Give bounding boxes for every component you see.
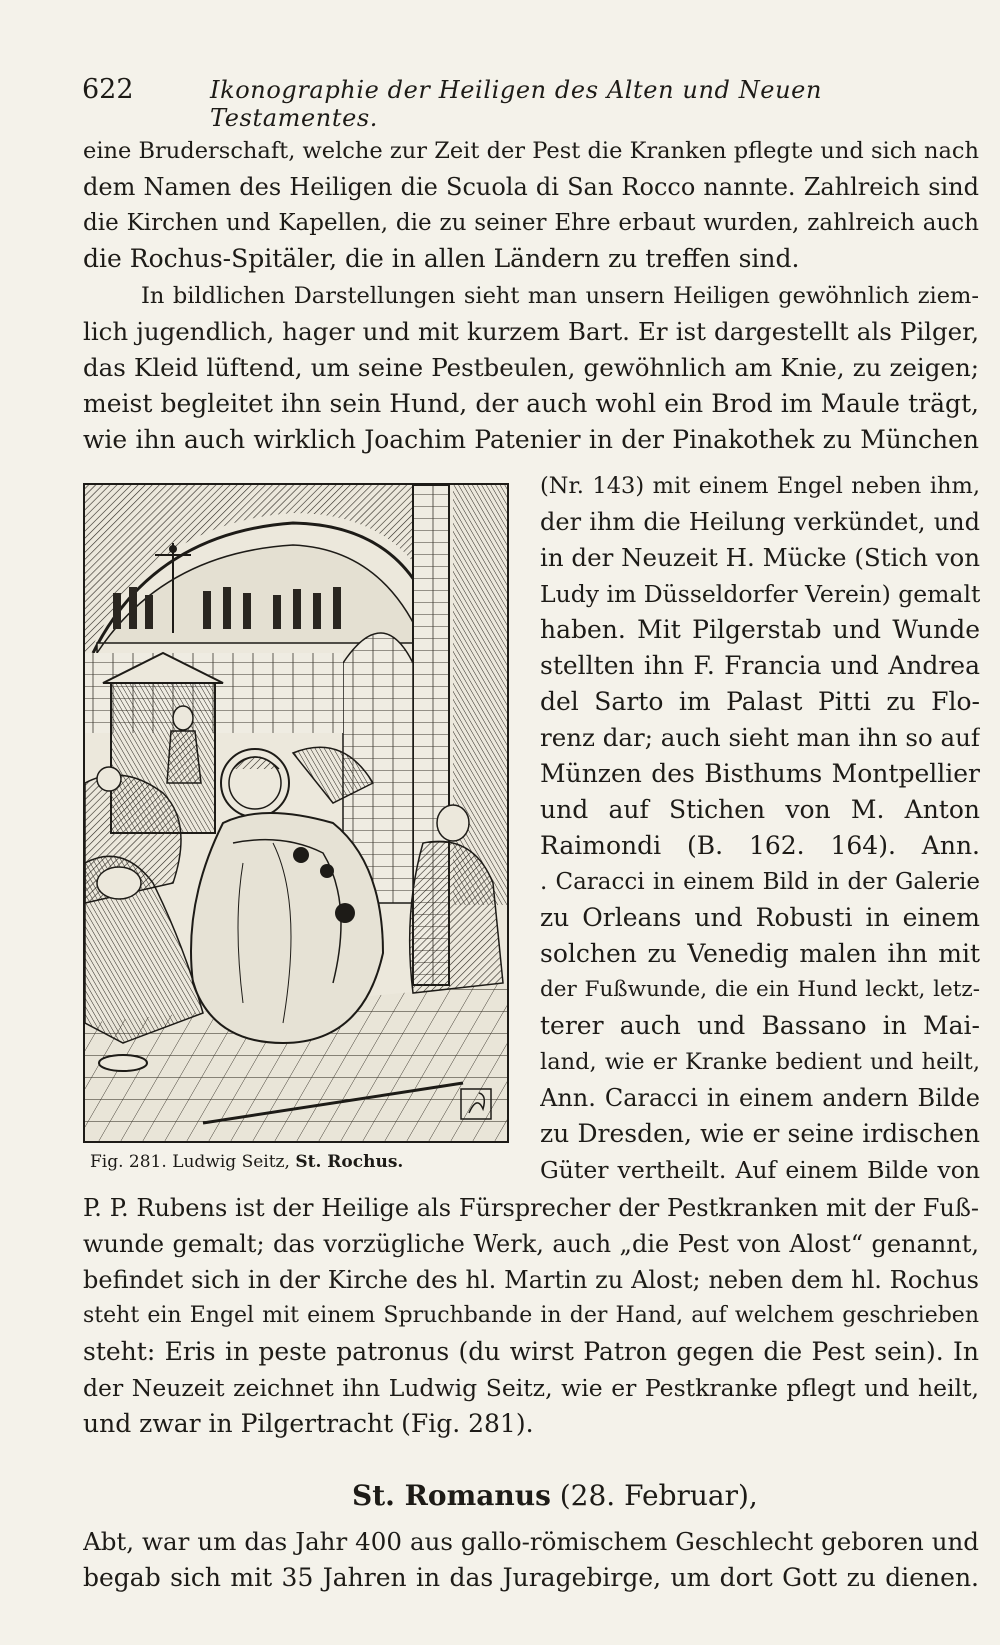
text-line: wie ihn auch wirklich Joachim Patenier in der Pinakothek zu München — [83, 425, 979, 454]
text-line: stellten ihn F. Francia und Andrea — [540, 651, 980, 680]
text-line: und zwar in Pilgertracht (Fig. 281). — [83, 1409, 534, 1438]
text-line: del Sarto im Palast Pitti zu Flo- — [540, 687, 980, 716]
text-line: dem Namen des Heiligen die Scuola di San Rocco nannte. Zahlreich sind — [83, 173, 979, 201]
figure-number: Fig. 281. — [90, 1152, 167, 1172]
figure-artist: Ludwig Seitz, — [172, 1152, 290, 1172]
text-line: der ihm die Heilung verkündet, und — [540, 508, 980, 536]
figure-title: St. Rochus. — [295, 1152, 404, 1172]
text-line: solchen zu Venedig malen ihn mit — [540, 939, 980, 968]
text-line: haben. Mit Pilgerstab und Wunde — [540, 615, 980, 644]
saint-name: St. Romanus — [352, 1479, 551, 1512]
text-line: (Nr. 143) mit einem Engel neben ihm, — [540, 473, 980, 499]
text-line: Abt, war um das Jahr 400 aus gallo-römischem Geschlecht geboren und — [83, 1527, 979, 1556]
text-line: befindet sich in der Kirche des hl. Martin zu Alost; neben dem hl. Rochus — [83, 1266, 979, 1294]
text-line: der Fußwunde, die ein Hund leckt, letz- — [540, 977, 980, 1002]
section-heading — [352, 1476, 832, 1516]
text-line: Raimondi (B. 162. 164). Ann. — [540, 831, 980, 860]
text-line: renz dar; auch sieht man ihn so auf — [540, 723, 980, 752]
text-line: Ann. Caracci in einem andern Bilde — [540, 1084, 980, 1112]
text-line: der Neuzeit zeichnet ihn Ludwig Seitz, wie er Pestkranke pflegt und heilt, — [83, 1374, 979, 1402]
text-line: P. P. Rubens ist der Heilige als Fürsprecher der Pestkranken mit der Fuß- — [83, 1194, 979, 1222]
text-line: Münzen des Bisthums Montpellier — [540, 759, 980, 788]
text-line: eine Bruderschaft, welche zur Zeit der Pest die Kranken pflegte und sich nach — [83, 138, 979, 164]
text-line: steht ein Engel mit einem Spruchbande in der Hand, auf welchem geschrieben — [83, 1303, 979, 1328]
text-line: begab sich mit 35 Jahren in das Juragebirge, um dort Gott zu dienen. — [83, 1563, 979, 1592]
running-title: Ikonographie der Heiligen des Alten und Neuen Testamentes. — [210, 76, 823, 132]
text-line: lich jugendlich, hager und mit kurzem Bart. Er ist dargestellt als Pilger, — [83, 317, 979, 346]
text-line: die Kirchen und Kapellen, die zu seiner Ehre erbaut wurden, zahlreich auch — [83, 210, 979, 236]
text-line: terer auch und Bassano in Mai- — [540, 1011, 980, 1040]
page-number: 622 — [82, 74, 134, 105]
text-line: die Rochus-Spitäler, die in allen Ländern zu treffen sind. — [83, 244, 800, 273]
woodcut-drawing — [83, 483, 509, 1143]
saint-feast-date: (28. Februar), — [559, 1479, 758, 1512]
text-line: und auf Stichen von M. Anton — [540, 795, 980, 824]
text-line: steht: Eris in peste patronus (du wirst Patron gegen die Pest sein). In — [83, 1337, 979, 1366]
text-line: das Kleid lüftend, um seine Pestbeulen, gewöhnlich am Knie, zu zeigen; — [83, 353, 979, 382]
text-line: meist begleitet ihn sein Hund, der auch wohl ein Brod im Maule trägt, — [83, 389, 979, 418]
woodcut-illustration — [83, 483, 509, 1143]
text-line: In bildlichen Darstellungen sieht man unsern Heiligen gewöhnlich ziem- — [141, 283, 979, 309]
text-line: Ludy im Düsseldorfer Verein) gemalt — [540, 580, 980, 608]
text-line: Güter vertheilt. Auf einem Bilde von — [540, 1156, 980, 1184]
text-line: zu Dresden, wie er seine irdischen — [540, 1119, 980, 1148]
text-line: land, wie er Kranke bedient und heilt, — [540, 1049, 980, 1075]
text-line: wunde gemalt; das vorzügliche Werk, auch „die Pest von Alost“ genannt, — [83, 1230, 979, 1258]
text-line: zu Orleans und Robusti in einem — [540, 903, 980, 932]
figure-caption — [90, 1151, 500, 1173]
text-line: . Caracci in einem Bild in der Galerie — [540, 869, 980, 895]
text-line: in der Neuzeit H. Mücke (Stich von — [540, 543, 980, 572]
